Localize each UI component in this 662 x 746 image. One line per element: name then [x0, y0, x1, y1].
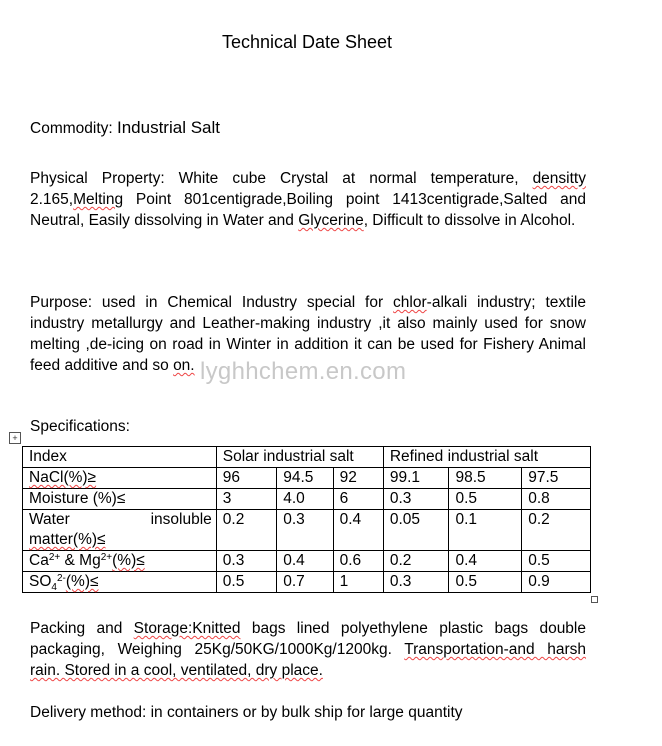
- row-label: $SO_4^{2-}(\%)\le$: [23, 572, 217, 593]
- table-row: [23, 572, 591, 593]
- spelling-flag: Glycerine: [298, 212, 364, 229]
- table-cell: 96: [216, 468, 276, 489]
- table-cell: 0.2: [383, 551, 449, 572]
- table-cell: 0.7: [277, 572, 333, 593]
- table-cell: 0.5: [216, 572, 276, 593]
- purpose-text-1: Purpose: used in Chemical Industry special for: [30, 294, 394, 311]
- table-cell: 94.5: [277, 468, 333, 489]
- table-cell: 0.2: [522, 510, 591, 551]
- table-row: [23, 551, 591, 572]
- table-cell: 0.4: [449, 551, 522, 572]
- table-cell: 0.9: [522, 572, 591, 593]
- table-cell: 92: [333, 468, 383, 489]
- spelling-flag: Transportation-and harsh rain. Stored in a cool, ventilated, dry place.: [30, 641, 586, 679]
- delivery-line: Delivery method: in containers or by bulk ship for large quantity: [30, 704, 463, 721]
- table-cell: 98.5: [449, 468, 522, 489]
- table-cell: 0.8: [522, 489, 591, 510]
- watermark: lyghhchem.en.com: [200, 358, 407, 385]
- header-solar: Solar industrial salt: [216, 447, 383, 468]
- physical-text-3: Point 801centigrade,Boiling point 1413centigrade,Salted and Neutral, Easily dissolving in Water and: [30, 191, 586, 229]
- spelling-flag: densitty: [532, 170, 586, 187]
- table-header-row: [23, 447, 591, 468]
- table-cell: 0.3: [383, 572, 449, 593]
- spelling-flag: Melting: [73, 191, 124, 208]
- table-cell: 0.3: [277, 510, 333, 551]
- packing-text-2: bags lined polyethylene plastic bags double packaging, Weighing 25Kg/50KG/1000Kg/1200kg.: [30, 620, 586, 658]
- table-cell: 99.1: [383, 468, 449, 489]
- specifications-table: [22, 446, 591, 593]
- table-cell: 0.2: [216, 510, 276, 551]
- packing-text-1: Packing and: [30, 620, 134, 637]
- table-row: [23, 510, 591, 551]
- table-cell: 0.05: [383, 510, 449, 551]
- table-cell: 6: [333, 489, 383, 510]
- table-cell: 0.3: [383, 489, 449, 510]
- spelling-flag: Storage:Knitted: [133, 620, 241, 637]
- table-cell: 0.1: [449, 510, 522, 551]
- physical-label: Physical Property:: [30, 170, 165, 187]
- table-cell: 3: [216, 489, 276, 510]
- purpose-text-2: -alkali industry; textile industry metallurgy and Leather-making industry ,it also mainly used for snow melting ,de-icing on road in Winter in addition it can be used for Fishery Animal feed additive and so: [30, 294, 586, 374]
- commodity-line: [30, 118, 220, 138]
- physical-property-paragraph: [30, 168, 586, 231]
- physical-text-1: White cube Crystal at normal temperature,: [164, 170, 533, 187]
- commodity-label: Commodity:: [30, 120, 113, 137]
- spelling-flag: chlor: [393, 294, 427, 311]
- spelling-flag: on.: [173, 357, 195, 374]
- table-row: [23, 468, 591, 489]
- row-label: Water insoluble matter(%)≤: [23, 510, 217, 551]
- table-cell: 0.4: [277, 551, 333, 572]
- table-resize-handle[interactable]: [591, 596, 598, 603]
- row-label: $Ca^{2+}$ & $Mg^{2+}(\%)\le$: [23, 551, 217, 572]
- table-cell: 0.6: [333, 551, 383, 572]
- specifications-label: Specifications:: [30, 418, 130, 435]
- table-cell: 97.5: [522, 468, 591, 489]
- table-cell: 0.3: [216, 551, 276, 572]
- physical-text-4: , Difficult to dissolve in Alcohol.: [363, 212, 576, 229]
- table-cell: 0.5: [522, 551, 591, 572]
- table-cell: 0.5: [449, 572, 522, 593]
- table-row: [23, 489, 591, 510]
- table-cell: 0.5: [449, 489, 522, 510]
- header-refined: Refined industrial salt: [383, 447, 590, 468]
- row-label: Moisture (%)≤: [23, 489, 217, 510]
- table-move-handle-icon[interactable]: +: [9, 432, 21, 444]
- table-cell: 4.0: [277, 489, 333, 510]
- table-cell: 1: [333, 572, 383, 593]
- physical-text-2: 2.165,: [30, 191, 74, 208]
- commodity-value: Industrial Salt: [117, 118, 220, 137]
- table-cell: 0.4: [333, 510, 383, 551]
- row-label: NaCl(%)≥: [23, 468, 217, 489]
- header-index: Index: [23, 447, 217, 468]
- document-title: Technical Date Sheet: [221, 32, 393, 52]
- packing-paragraph: [30, 618, 586, 681]
